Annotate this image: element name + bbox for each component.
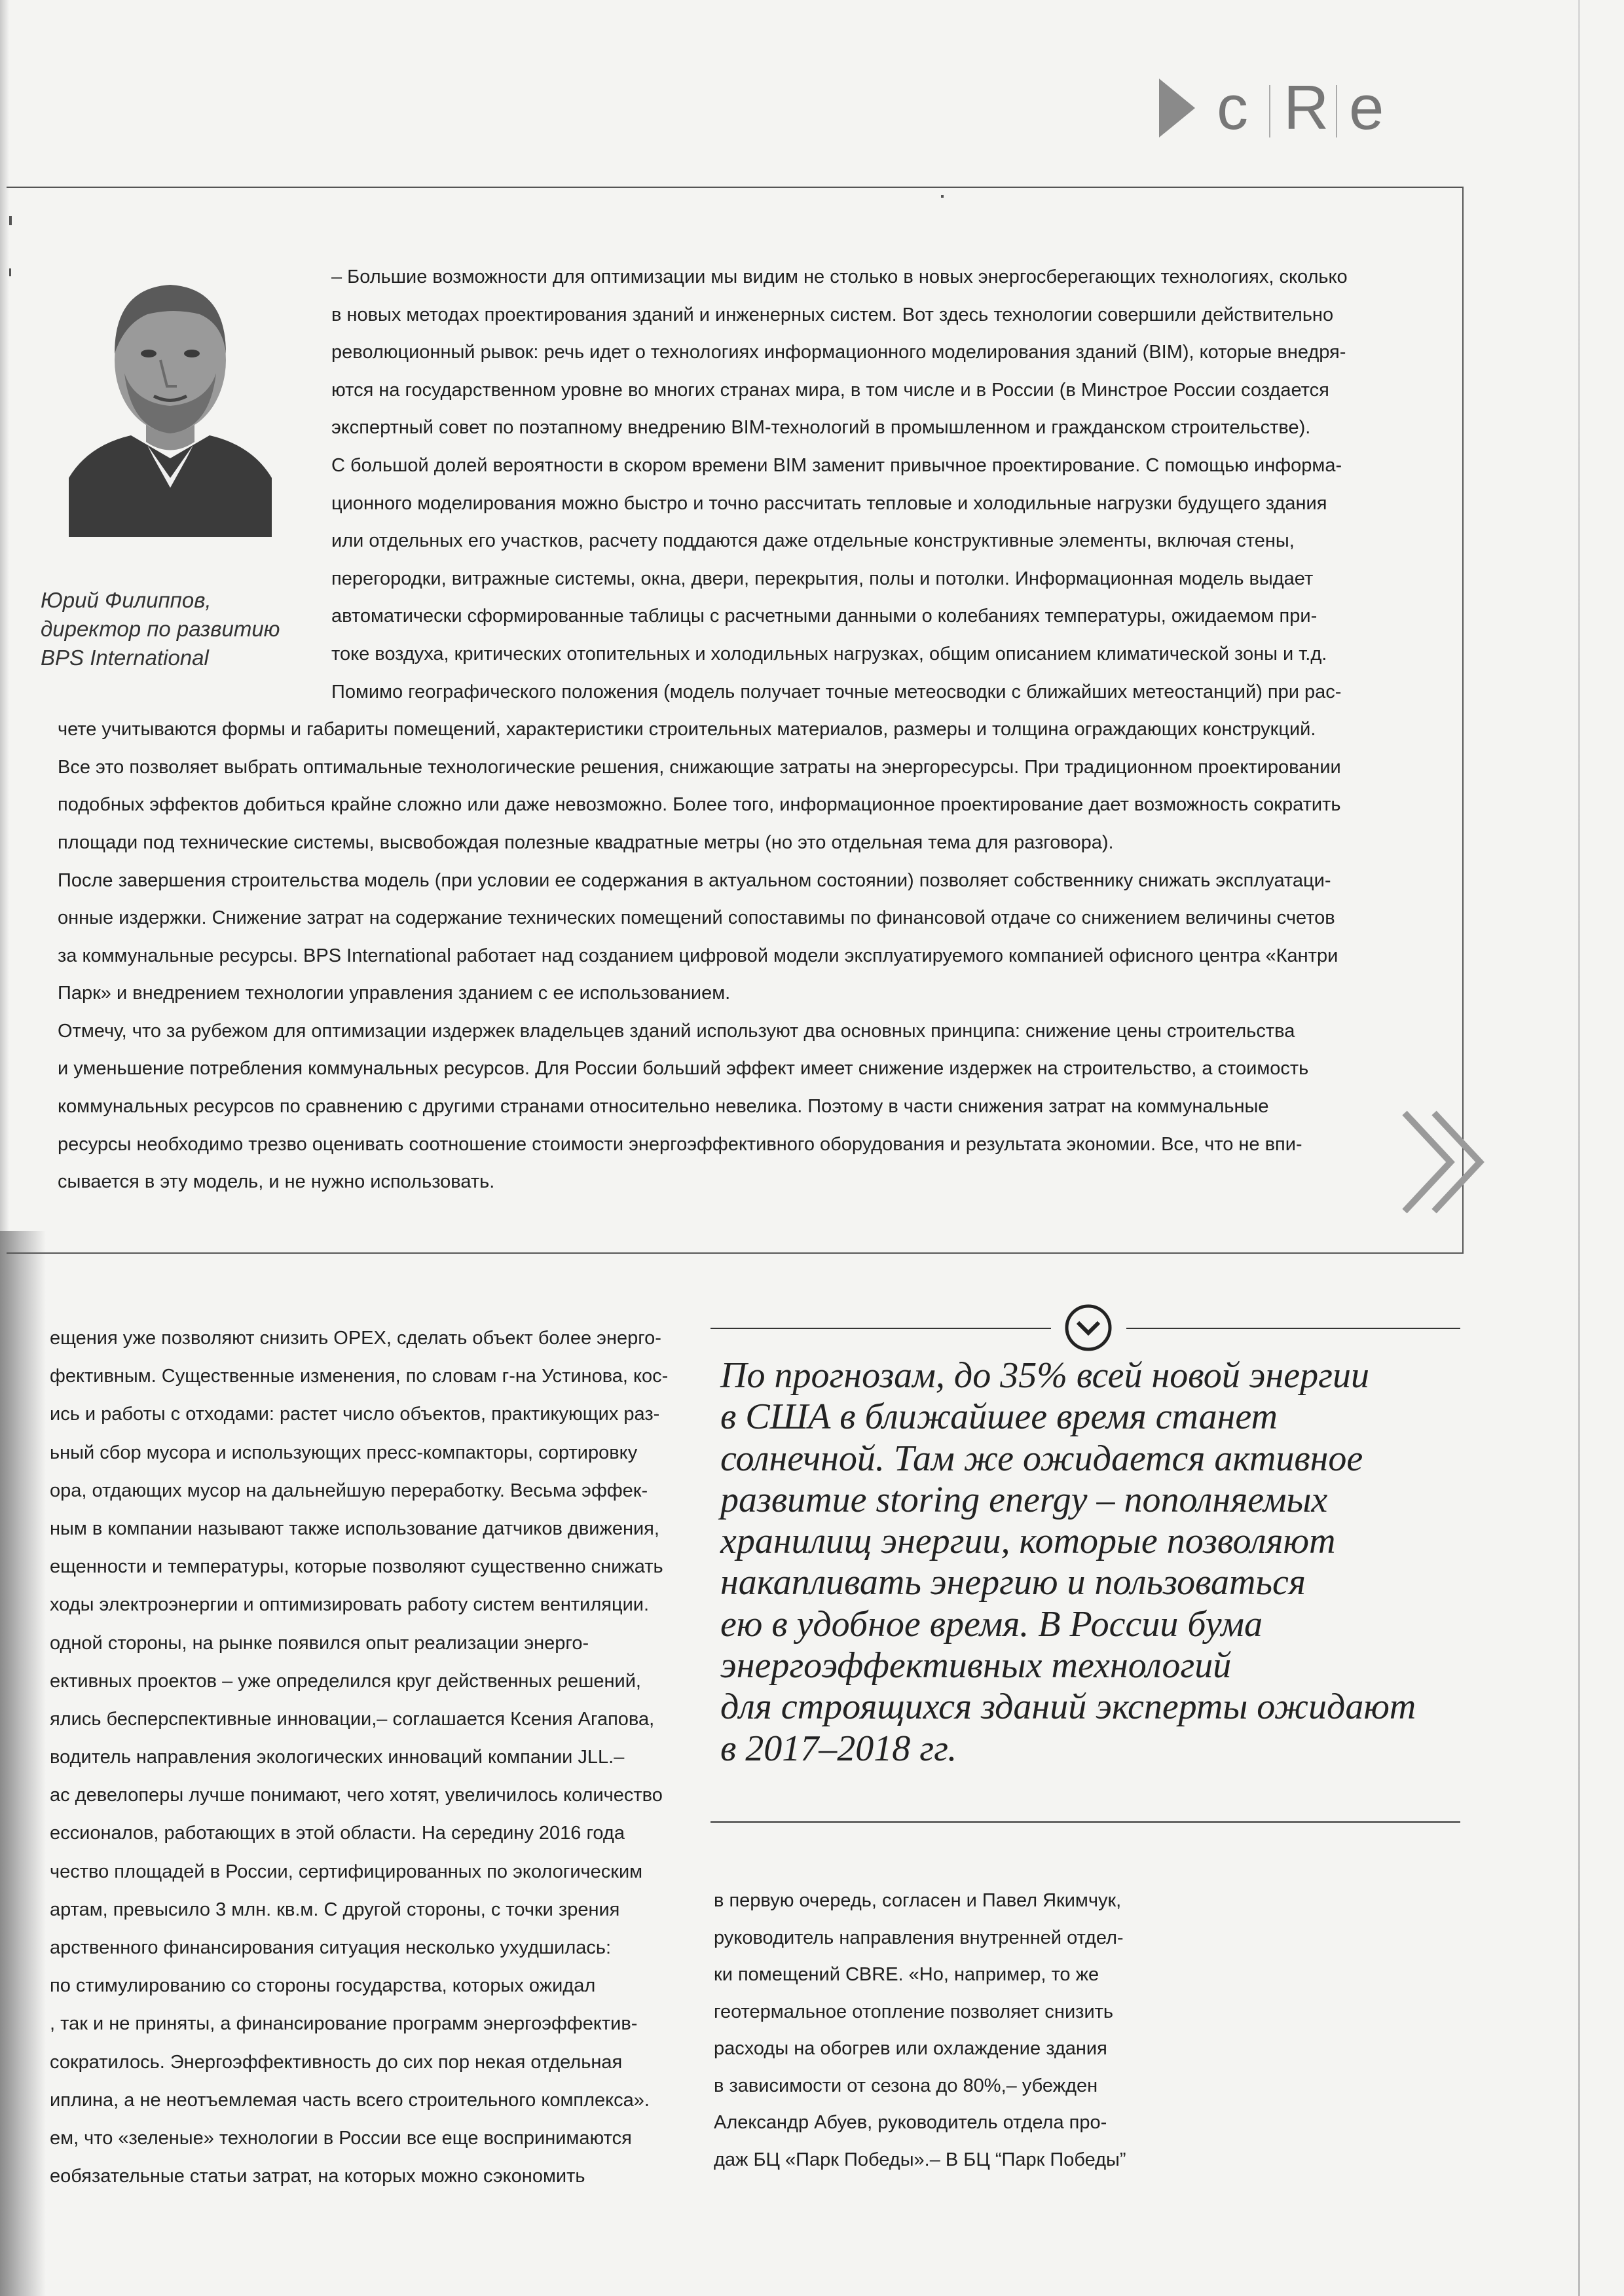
text-line: даж БЦ «Парк Победы».– В БЦ “Парк Победы”	[714, 2149, 1126, 2170]
left-article-column	[50, 1319, 678, 2195]
text-line: расходы на обогрев или охлаждение здания	[714, 2038, 1107, 2059]
text-line: ещения уже позволяют снизить OPEX, сделать объект более энерго-	[50, 1328, 661, 1349]
logo-letter-r: R	[1283, 73, 1329, 143]
scanner-shadow	[0, 1231, 46, 2296]
triangle-right-icon	[1159, 79, 1195, 137]
chevron-down-circle-icon	[1063, 1303, 1113, 1353]
text-line: перегородки, витражные системы, окна, двери, перекрытия, полы и потолки. Информационная модель выдает	[331, 568, 1314, 589]
text-line: в первую очередь, согласен и Павел Якимчук,	[714, 1890, 1122, 1911]
text-line: иплина, а не неотъемлемая часть всего строительного комплекса».	[50, 2089, 650, 2111]
text-line: После завершения строительства модель (при условии ее содержания в актуальном состоянии) позволяет собственнику снижать эксплуатаци-	[58, 869, 1331, 891]
text-line: коммунальных ресурсов по сравнению с другими странами относительно невелика. Поэтому в части снижения затрат на коммунальные	[58, 1096, 1269, 1118]
text-line: Все это позволяет выбрать оптимальные технологические решения, снижающие затраты на энергоресурсы. При традиционном проектировании	[58, 756, 1341, 778]
text-line: ьный сбор мусора и использующих пресс-компакторы, сортировку	[50, 1442, 638, 1463]
text-line: ным в компании называют также использование датчиков движения,	[50, 1518, 659, 1539]
text-line: ессионалов, работающих в этой области. На середину 2016 года	[50, 1823, 625, 1844]
text-line: автоматически сформированные таблицы с расчетными данными о колебаниях температуры, ожидаемом при-	[331, 606, 1318, 627]
text-line: в новых методах проектирования зданий и инженерных систем. Вот здесь технологии совершили действительно	[331, 304, 1334, 325]
logo-divider	[1336, 85, 1337, 137]
quote-line: развитие storing energy – пополняемых	[720, 1479, 1328, 1520]
text-line: Парк» и внедрением технологии управления зданием с ее использованием.	[58, 983, 731, 1004]
text-line: ходы электроэнергии и оптимизировать работу систем вентиляции.	[50, 1594, 650, 1616]
quote-rule	[710, 1328, 1051, 1329]
text-line: чество площадей в России, сертифицированных по экологическим	[50, 1861, 643, 1882]
scan-mark	[9, 216, 12, 225]
text-line: и уменьшение потребления коммунальных ресурсов. Для России больший эффект имеет снижение издержек на строительство, а стоимость	[58, 1058, 1309, 1080]
logo-letter-e: e	[1349, 73, 1384, 143]
quote-line: хранилищ энергии, которые позволяют	[720, 1521, 1336, 1562]
text-line: ись и работы с отходами: растет число объектов, практикующих раз-	[50, 1404, 660, 1425]
text-line: сывается в эту модель, и не нужно использовать.	[58, 1171, 495, 1193]
text-line: , так и не приняты, а финансирование программ энергоэффектив-	[50, 2013, 638, 2035]
quote-line: солнечной. Там же ожидается активное	[720, 1438, 1363, 1479]
text-line: ещенности и температуры, которые позволяют существенно снижать	[50, 1556, 663, 1578]
quote-rule	[710, 1821, 1460, 1823]
text-line: ем, что «зеленые» технологии в России все еще воспринимаются	[50, 2127, 632, 2149]
text-line: ресурсы необходимо трезво оценивать соотношение стоимости энергоэффективного оборудования и результата экономии. Все, что не впи-	[58, 1133, 1302, 1155]
text-line: водитель направления экологических инноваций компании JLL.–	[50, 1747, 625, 1768]
text-line: ялись бесперспективные инновации,– соглашается Ксения Агапова,	[50, 1708, 655, 1730]
quote-line: накапливать энергию и пользоваться	[720, 1562, 1306, 1603]
text-line: ки помещений CBRE. «Но, например, то же	[714, 1964, 1099, 1985]
text-line: ективных проектов – уже определился круг действенных решений,	[50, 1670, 641, 1692]
quote-rule	[1126, 1328, 1460, 1329]
text-line: ются на государственном уровне во многих странах мира, в том числе и в России (в Минстрое России создается	[331, 379, 1329, 401]
double-chevron-right-icon	[1398, 1106, 1503, 1218]
text-line: площади под технические системы, высвобождая полезные квадратные метры (но это отдельная тема для разговора).	[58, 831, 1114, 853]
quote-line: энергоэффективных технологий	[720, 1645, 1232, 1686]
text-line: еобязательные статьи затрат, на которых можно сэкономить	[50, 2166, 585, 2187]
text-line: или отдельных его участков, расчету поддаются даже отдельные конструктивные элементы, включая стены,	[331, 530, 1295, 552]
quote-line: в 2017–2018 гг.	[720, 1728, 957, 1769]
text-line: Отмечу, что за рубежом для оптимизации издержек владельцев зданий используют два основных принципа: снижение цены строительства	[58, 1020, 1295, 1042]
text-line: Александр Абуев, руководитель отдела про-	[714, 2112, 1107, 2133]
scan-mark	[9, 268, 11, 276]
scan-mark	[941, 195, 944, 198]
text-line: руководитель направления внутренней отдел-	[714, 1927, 1124, 1948]
quote-line: в США в ближайшее время станет	[720, 1396, 1278, 1438]
text-line: подобных эффектов добиться крайне сложно или даже невозможно. Более того, информационное проектирование дает возможность сократить	[58, 794, 1341, 816]
text-line: экспертный совет по поэтапному внедрению BIM-технологий в промышленном и гражданском строительстве).	[331, 417, 1311, 439]
text-line: по стимулированию со стороны государства, которых ожидал	[50, 1975, 596, 1997]
right-article-column	[714, 1882, 1303, 2178]
text-line: чете учитываются формы и габариты помещений, характеристики строительных материалов, размеры и толщина ограждающих конструкций.	[58, 719, 1316, 740]
page-gutter-line	[1578, 0, 1580, 2296]
interview-quote-text	[38, 259, 1413, 1201]
text-line: одной стороны, на рынке появился опыт реализации энерго-	[50, 1632, 589, 1654]
text-line: онные издержки. Снижение затрат на содержание технических помещений сопоставимы по финансовой отдаче со снижением величины счетов	[58, 907, 1335, 929]
text-line: арственного финансирования ситуация несколько ухудшилась:	[50, 1937, 612, 1958]
caption-name: Юрий Филиппов,	[41, 588, 212, 612]
text-line: революционный рывок: речь идет о технологиях информационного моделирования зданий (BIM), которые внедря-	[331, 342, 1346, 363]
text-line: ора, отдающих мусор на дальнейшую переработку. Весьма эффек-	[50, 1480, 648, 1501]
quote-line: По прогнозам, до 35% всей новой энергии	[720, 1355, 1369, 1396]
logo-divider	[1269, 85, 1270, 137]
quote-line: ею в удобное время. В России бума	[720, 1603, 1263, 1645]
text-line: С большой долей вероятности в скором времени BIM заменит привычное проектирование. С помощью информа-	[331, 454, 1342, 476]
caption-position: директор по развитию	[41, 617, 280, 641]
text-line: токе воздуха, критических отопительных и холодильных нагрузках, общим описанием климатической зоны и т.д.	[331, 643, 1327, 665]
text-line: – Большие возможности для оптимизации мы видим не столько в новых энергосберегающих технологиях, сколько	[331, 266, 1348, 287]
logo-letter-c: c	[1217, 73, 1248, 143]
pull-quote	[720, 1355, 1467, 1770]
text-line: артам, превысило 3 млн. кв.м. С другой стороны, с точки зрения	[50, 1899, 620, 1920]
text-line: ционного моделирования можно быстро и точно рассчитать тепловые и холодильные нагрузки будущего здания	[331, 492, 1327, 514]
text-line: сократилось. Энергоэффективность до сих пор некая отдельная	[50, 2051, 623, 2073]
text-line: за коммунальные ресурсы. BPS International работает над созданием цифровой модели эксплуатируемого компанией офисного центра «Кантри	[58, 945, 1338, 966]
text-line: в зависимости от сезона до 80%,– убежден	[714, 2075, 1098, 2096]
text-line: геотермальное отопление позволяет снизить	[714, 2001, 1114, 2022]
text-line: ас девелоперы лучше понимают, чего хотят, увеличилось количество	[50, 1785, 663, 1806]
quote-line: для строящихся зданий эксперты ожидают	[720, 1686, 1416, 1728]
caption-company: BPS International	[41, 646, 209, 670]
text-line: фективным. Существенные изменения, по словам г-на Устинова, кос-	[50, 1366, 669, 1387]
text-line: Помимо географического положения (модель получает точные метеосводки с ближайших метеостанций) при рас-	[331, 681, 1342, 702]
